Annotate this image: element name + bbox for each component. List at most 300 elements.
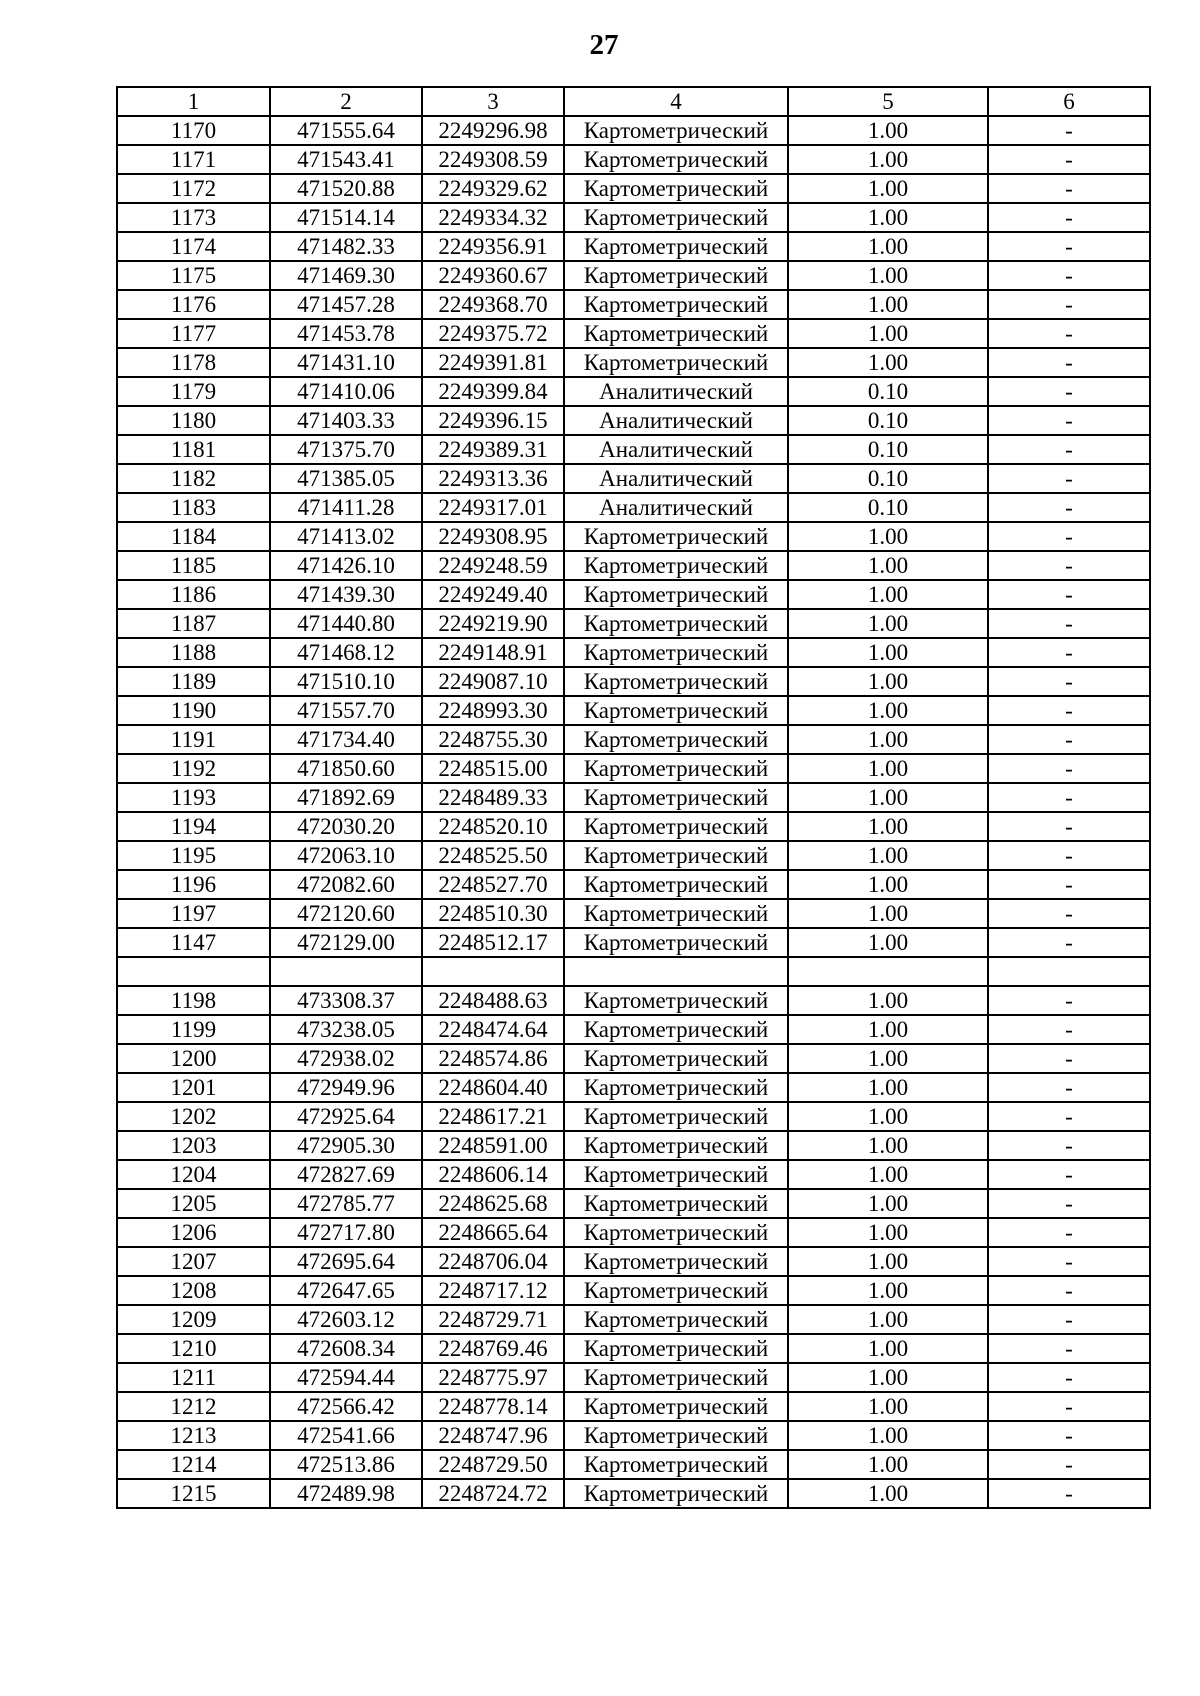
y-coordinate-cell: 2249375.72: [422, 319, 564, 348]
y-coordinate-cell: 2248604.40: [422, 1073, 564, 1102]
y-coordinate-cell: 2249219.90: [422, 609, 564, 638]
point-number-cell: 1212: [117, 1392, 270, 1421]
note-cell: -: [988, 1131, 1150, 1160]
accuracy-cell: 1.00: [788, 1044, 988, 1073]
table-row: [117, 1392, 1150, 1421]
y-coordinate-cell: 2248717.12: [422, 1276, 564, 1305]
x-coordinate-cell: 471510.10: [270, 667, 422, 696]
method-cell: Аналитический: [564, 464, 788, 493]
method-cell: Картометрический: [564, 609, 788, 638]
method-cell: Картометрический: [564, 870, 788, 899]
x-coordinate-cell: 471453.78: [270, 319, 422, 348]
method-cell: Картометрический: [564, 1044, 788, 1073]
y-coordinate-cell: 2249360.67: [422, 261, 564, 290]
y-coordinate-cell: 2249391.81: [422, 348, 564, 377]
point-number-cell: 1197: [117, 899, 270, 928]
x-coordinate-cell: 471514.14: [270, 203, 422, 232]
point-number-cell: 1174: [117, 232, 270, 261]
accuracy-cell: 1.00: [788, 1421, 988, 1450]
accuracy-cell: 1.00: [788, 1305, 988, 1334]
y-coordinate-cell: 2249356.91: [422, 232, 564, 261]
x-coordinate-cell: 471555.64: [270, 116, 422, 145]
x-coordinate-cell: 472513.86: [270, 1450, 422, 1479]
method-cell: Картометрический: [564, 1421, 788, 1450]
table-row: [117, 870, 1150, 899]
x-coordinate-cell: 472695.64: [270, 1247, 422, 1276]
y-coordinate-cell: 2249087.10: [422, 667, 564, 696]
x-coordinate-cell: 472938.02: [270, 1044, 422, 1073]
x-coordinate-cell: 471469.30: [270, 261, 422, 290]
table-row: [117, 377, 1150, 406]
point-number-cell: 1170: [117, 116, 270, 145]
method-cell: Картометрический: [564, 1450, 788, 1479]
x-coordinate-cell: 472949.96: [270, 1073, 422, 1102]
point-number-cell: 1201: [117, 1073, 270, 1102]
note-cell: -: [988, 1189, 1150, 1218]
method-cell: Картометрический: [564, 667, 788, 696]
table-row: [117, 609, 1150, 638]
point-number-cell: 1171: [117, 145, 270, 174]
table-row: [117, 406, 1150, 435]
note-cell: -: [988, 261, 1150, 290]
method-cell: Аналитический: [564, 435, 788, 464]
point-number-cell: [117, 957, 270, 986]
y-coordinate-cell: 2248510.30: [422, 899, 564, 928]
table-row: [117, 1450, 1150, 1479]
point-number-cell: 1182: [117, 464, 270, 493]
y-coordinate-cell: 2248724.72: [422, 1479, 564, 1508]
point-number-cell: 1188: [117, 638, 270, 667]
point-number-cell: 1176: [117, 290, 270, 319]
method-cell: Картометрический: [564, 1015, 788, 1044]
method-cell: Картометрический: [564, 754, 788, 783]
point-number-cell: 1205: [117, 1189, 270, 1218]
x-coordinate-cell: 472541.66: [270, 1421, 422, 1450]
accuracy-cell: 1.00: [788, 551, 988, 580]
method-cell: Картометрический: [564, 899, 788, 928]
note-cell: -: [988, 580, 1150, 609]
table-row: [117, 841, 1150, 870]
point-number-cell: 1193: [117, 783, 270, 812]
table-row: [117, 1131, 1150, 1160]
accuracy-cell: 1.00: [788, 203, 988, 232]
x-coordinate-cell: 472827.69: [270, 1160, 422, 1189]
y-coordinate-cell: 2249313.36: [422, 464, 564, 493]
y-coordinate-cell: 2248574.86: [422, 1044, 564, 1073]
point-number-cell: 1183: [117, 493, 270, 522]
header-cell-col-3: 3: [422, 87, 564, 116]
point-number-cell: 1195: [117, 841, 270, 870]
point-number-cell: 1181: [117, 435, 270, 464]
y-coordinate-cell: 2249148.91: [422, 638, 564, 667]
accuracy-cell: 1.00: [788, 1102, 988, 1131]
accuracy-cell: 1.00: [788, 696, 988, 725]
point-number-cell: 1184: [117, 522, 270, 551]
accuracy-cell: 1.00: [788, 1450, 988, 1479]
y-coordinate-cell: 2249396.15: [422, 406, 564, 435]
y-coordinate-cell: 2249399.84: [422, 377, 564, 406]
x-coordinate-cell: 471431.10: [270, 348, 422, 377]
point-number-cell: 1189: [117, 667, 270, 696]
header-cell-col-1: 1: [117, 87, 270, 116]
y-coordinate-cell: 2248527.70: [422, 870, 564, 899]
x-coordinate-cell: 472905.30: [270, 1131, 422, 1160]
table-row: [117, 1305, 1150, 1334]
point-number-cell: 1209: [117, 1305, 270, 1334]
note-cell: -: [988, 232, 1150, 261]
point-number-cell: 1177: [117, 319, 270, 348]
table-row: [117, 812, 1150, 841]
note-cell: -: [988, 1363, 1150, 1392]
x-coordinate-cell: 471385.05: [270, 464, 422, 493]
y-coordinate-cell: 2248525.50: [422, 841, 564, 870]
point-number-cell: 1173: [117, 203, 270, 232]
x-coordinate-cell: 473308.37: [270, 986, 422, 1015]
note-cell: -: [988, 1392, 1150, 1421]
table-row: [117, 928, 1150, 957]
note-cell: -: [988, 1421, 1150, 1450]
note-cell: -: [988, 986, 1150, 1015]
method-cell: Картометрический: [564, 348, 788, 377]
note-cell: -: [988, 696, 1150, 725]
table-row: [117, 1479, 1150, 1508]
method-cell: Аналитический: [564, 377, 788, 406]
x-coordinate-cell: 471482.33: [270, 232, 422, 261]
point-number-cell: 1196: [117, 870, 270, 899]
x-coordinate-cell: 472717.80: [270, 1218, 422, 1247]
x-coordinate-cell: 471413.02: [270, 522, 422, 551]
method-cell: Картометрический: [564, 783, 788, 812]
point-number-cell: 1210: [117, 1334, 270, 1363]
x-coordinate-cell: 471850.60: [270, 754, 422, 783]
accuracy-cell: 1.00: [788, 232, 988, 261]
accuracy-cell: 1.00: [788, 1479, 988, 1508]
accuracy-cell: 1.00: [788, 1189, 988, 1218]
point-number-cell: 1186: [117, 580, 270, 609]
accuracy-cell: 1.00: [788, 754, 988, 783]
table-row: [117, 1073, 1150, 1102]
point-number-cell: 1147: [117, 928, 270, 957]
y-coordinate-cell: 2248520.10: [422, 812, 564, 841]
point-number-cell: 1185: [117, 551, 270, 580]
y-coordinate-cell: 2248617.21: [422, 1102, 564, 1131]
note-cell: -: [988, 377, 1150, 406]
accuracy-cell: 1.00: [788, 116, 988, 145]
x-coordinate-cell: 471543.41: [270, 145, 422, 174]
note-cell: -: [988, 1305, 1150, 1334]
table-row: [117, 754, 1150, 783]
x-coordinate-cell: 472608.34: [270, 1334, 422, 1363]
accuracy-cell: 1.00: [788, 580, 988, 609]
note-cell: -: [988, 928, 1150, 957]
note-cell: -: [988, 812, 1150, 841]
x-coordinate-cell: 472603.12: [270, 1305, 422, 1334]
note-cell: -: [988, 1073, 1150, 1102]
note-cell: -: [988, 145, 1150, 174]
header-cell-col-2: 2: [270, 87, 422, 116]
x-coordinate-cell: 472030.20: [270, 812, 422, 841]
table-row: [117, 203, 1150, 232]
table-row: [117, 899, 1150, 928]
x-coordinate-cell: 471734.40: [270, 725, 422, 754]
accuracy-cell: 1.00: [788, 348, 988, 377]
header-cell-col-5: 5: [788, 87, 988, 116]
note-cell: -: [988, 1276, 1150, 1305]
note-cell: -: [988, 551, 1150, 580]
accuracy-cell: 1.00: [788, 1160, 988, 1189]
x-coordinate-cell: 471426.10: [270, 551, 422, 580]
note-cell: -: [988, 870, 1150, 899]
y-coordinate-cell: 2249296.98: [422, 116, 564, 145]
method-cell: Картометрический: [564, 1247, 788, 1276]
table-row: [117, 580, 1150, 609]
y-coordinate-cell: 2248778.14: [422, 1392, 564, 1421]
y-coordinate-cell: 2248591.00: [422, 1131, 564, 1160]
note-cell: -: [988, 319, 1150, 348]
point-number-cell: 1211: [117, 1363, 270, 1392]
y-coordinate-cell: 2248515.00: [422, 754, 564, 783]
accuracy-cell: 1.00: [788, 1073, 988, 1102]
accuracy-cell: 1.00: [788, 290, 988, 319]
table-row: [117, 551, 1150, 580]
table-row: [117, 1334, 1150, 1363]
table-row: [117, 1189, 1150, 1218]
x-coordinate-cell: 472129.00: [270, 928, 422, 957]
note-cell: -: [988, 754, 1150, 783]
x-coordinate-cell: 471403.33: [270, 406, 422, 435]
method-cell: Картометрический: [564, 812, 788, 841]
x-coordinate-cell: 471410.06: [270, 377, 422, 406]
method-cell: Картометрический: [564, 261, 788, 290]
accuracy-cell: 1.00: [788, 841, 988, 870]
note-cell: -: [988, 435, 1150, 464]
note-cell: -: [988, 638, 1150, 667]
table-row: [117, 667, 1150, 696]
accuracy-cell: 1.00: [788, 319, 988, 348]
y-coordinate-cell: 2248706.04: [422, 1247, 564, 1276]
note-cell: -: [988, 406, 1150, 435]
table-row: [117, 638, 1150, 667]
note-cell: -: [988, 1015, 1150, 1044]
x-coordinate-cell: 472566.42: [270, 1392, 422, 1421]
table-row: [117, 725, 1150, 754]
y-coordinate-cell: 2249368.70: [422, 290, 564, 319]
method-cell: Картометрический: [564, 1276, 788, 1305]
note-cell: -: [988, 1102, 1150, 1131]
accuracy-cell: 1.00: [788, 783, 988, 812]
method-cell: Картометрический: [564, 1160, 788, 1189]
accuracy-cell: 1.00: [788, 1334, 988, 1363]
note-cell: -: [988, 116, 1150, 145]
table-row: [117, 464, 1150, 493]
point-number-cell: 1187: [117, 609, 270, 638]
x-coordinate-cell: [270, 957, 422, 986]
note-cell: -: [988, 203, 1150, 232]
method-cell: Картометрический: [564, 1102, 788, 1131]
table-row: [117, 493, 1150, 522]
y-coordinate-cell: 2249248.59: [422, 551, 564, 580]
note-cell: -: [988, 290, 1150, 319]
note-cell: -: [988, 725, 1150, 754]
method-cell: Картометрический: [564, 522, 788, 551]
table-row: [117, 261, 1150, 290]
accuracy-cell: 1.00: [788, 522, 988, 551]
accuracy-cell: 1.00: [788, 928, 988, 957]
table-row: [117, 1015, 1150, 1044]
method-cell: Картометрический: [564, 986, 788, 1015]
accuracy-cell: 1.00: [788, 638, 988, 667]
method-cell: Картометрический: [564, 116, 788, 145]
point-number-cell: 1199: [117, 1015, 270, 1044]
note-cell: [988, 957, 1150, 986]
x-coordinate-cell: 471520.88: [270, 174, 422, 203]
header-cell-col-6: 6: [988, 87, 1150, 116]
table-row: [117, 957, 1150, 986]
table-row: [117, 1421, 1150, 1450]
accuracy-cell: 1.00: [788, 174, 988, 203]
table-row: [117, 522, 1150, 551]
method-cell: Картометрический: [564, 1334, 788, 1363]
point-number-cell: 1198: [117, 986, 270, 1015]
accuracy-cell: 1.00: [788, 1276, 988, 1305]
method-cell: Картометрический: [564, 841, 788, 870]
accuracy-cell: 0.10: [788, 464, 988, 493]
y-coordinate-cell: 2248755.30: [422, 725, 564, 754]
accuracy-cell: 1.00: [788, 899, 988, 928]
method-cell: Картометрический: [564, 290, 788, 319]
accuracy-cell: 1.00: [788, 986, 988, 1015]
x-coordinate-cell: 472120.60: [270, 899, 422, 928]
table-row: [117, 783, 1150, 812]
accuracy-cell: 1.00: [788, 812, 988, 841]
note-cell: -: [988, 174, 1150, 203]
method-cell: Картометрический: [564, 725, 788, 754]
method-cell: Картометрический: [564, 696, 788, 725]
x-coordinate-cell: 473238.05: [270, 1015, 422, 1044]
note-cell: -: [988, 1247, 1150, 1276]
point-number-cell: 1194: [117, 812, 270, 841]
method-cell: Картометрический: [564, 1189, 788, 1218]
method-cell: [564, 957, 788, 986]
y-coordinate-cell: 2248606.14: [422, 1160, 564, 1189]
method-cell: Картометрический: [564, 203, 788, 232]
table-row: [117, 435, 1150, 464]
table-row: [117, 116, 1150, 145]
accuracy-cell: 1.00: [788, 725, 988, 754]
note-cell: -: [988, 1044, 1150, 1073]
table-row: [117, 348, 1150, 377]
header-row: [117, 87, 1150, 116]
note-cell: -: [988, 348, 1150, 377]
y-coordinate-cell: 2248993.30: [422, 696, 564, 725]
y-coordinate-cell: 2248729.71: [422, 1305, 564, 1334]
table-row: [117, 290, 1150, 319]
y-coordinate-cell: 2249334.32: [422, 203, 564, 232]
note-cell: -: [988, 609, 1150, 638]
method-cell: Картометрический: [564, 1392, 788, 1421]
accuracy-cell: 0.10: [788, 406, 988, 435]
x-coordinate-cell: 471439.30: [270, 580, 422, 609]
page-number: 27: [589, 29, 619, 61]
accuracy-cell: [788, 957, 988, 986]
y-coordinate-cell: 2248769.46: [422, 1334, 564, 1363]
x-coordinate-cell: 472925.64: [270, 1102, 422, 1131]
y-coordinate-cell: 2249308.59: [422, 145, 564, 174]
table-row: [117, 1218, 1150, 1247]
y-coordinate-cell: 2248512.17: [422, 928, 564, 957]
note-cell: -: [988, 841, 1150, 870]
point-number-cell: 1180: [117, 406, 270, 435]
y-coordinate-cell: 2248747.96: [422, 1421, 564, 1450]
coordinates-table: [116, 86, 1151, 1509]
accuracy-cell: 1.00: [788, 261, 988, 290]
table-row: [117, 232, 1150, 261]
point-number-cell: 1190: [117, 696, 270, 725]
method-cell: Картометрический: [564, 1218, 788, 1247]
method-cell: Аналитический: [564, 493, 788, 522]
y-coordinate-cell: 2248489.33: [422, 783, 564, 812]
table-row: [117, 1102, 1150, 1131]
y-coordinate-cell: 2249308.95: [422, 522, 564, 551]
method-cell: Картометрический: [564, 232, 788, 261]
x-coordinate-cell: 471468.12: [270, 638, 422, 667]
note-cell: -: [988, 899, 1150, 928]
x-coordinate-cell: 472082.60: [270, 870, 422, 899]
note-cell: -: [988, 1218, 1150, 1247]
y-coordinate-cell: 2249389.31: [422, 435, 564, 464]
accuracy-cell: 1.00: [788, 145, 988, 174]
method-cell: Картометрический: [564, 319, 788, 348]
method-cell: Картометрический: [564, 928, 788, 957]
table-row: [117, 1160, 1150, 1189]
x-coordinate-cell: 472063.10: [270, 841, 422, 870]
point-number-cell: 1202: [117, 1102, 270, 1131]
table-row: [117, 145, 1150, 174]
method-cell: Картометрический: [564, 551, 788, 580]
y-coordinate-cell: 2248729.50: [422, 1450, 564, 1479]
method-cell: Картометрический: [564, 1073, 788, 1102]
table-row: [117, 986, 1150, 1015]
y-coordinate-cell: 2248488.63: [422, 986, 564, 1015]
x-coordinate-cell: 472594.44: [270, 1363, 422, 1392]
x-coordinate-cell: 471457.28: [270, 290, 422, 319]
accuracy-cell: 1.00: [788, 1363, 988, 1392]
note-cell: -: [988, 1479, 1150, 1508]
x-coordinate-cell: 471440.80: [270, 609, 422, 638]
x-coordinate-cell: 471892.69: [270, 783, 422, 812]
point-number-cell: 1215: [117, 1479, 270, 1508]
y-coordinate-cell: 2248665.64: [422, 1218, 564, 1247]
method-cell: Картометрический: [564, 1363, 788, 1392]
point-number-cell: 1206: [117, 1218, 270, 1247]
accuracy-cell: 0.10: [788, 493, 988, 522]
note-cell: -: [988, 667, 1150, 696]
point-number-cell: 1172: [117, 174, 270, 203]
table-row: [117, 1247, 1150, 1276]
point-number-cell: 1179: [117, 377, 270, 406]
note-cell: -: [988, 783, 1150, 812]
method-cell: Картометрический: [564, 580, 788, 609]
accuracy-cell: 1.00: [788, 870, 988, 899]
x-coordinate-cell: 471557.70: [270, 696, 422, 725]
method-cell: Картометрический: [564, 1131, 788, 1160]
x-coordinate-cell: 472785.77: [270, 1189, 422, 1218]
point-number-cell: 1207: [117, 1247, 270, 1276]
table-row: [117, 319, 1150, 348]
y-coordinate-cell: [422, 957, 564, 986]
note-cell: -: [988, 493, 1150, 522]
x-coordinate-cell: 471375.70: [270, 435, 422, 464]
